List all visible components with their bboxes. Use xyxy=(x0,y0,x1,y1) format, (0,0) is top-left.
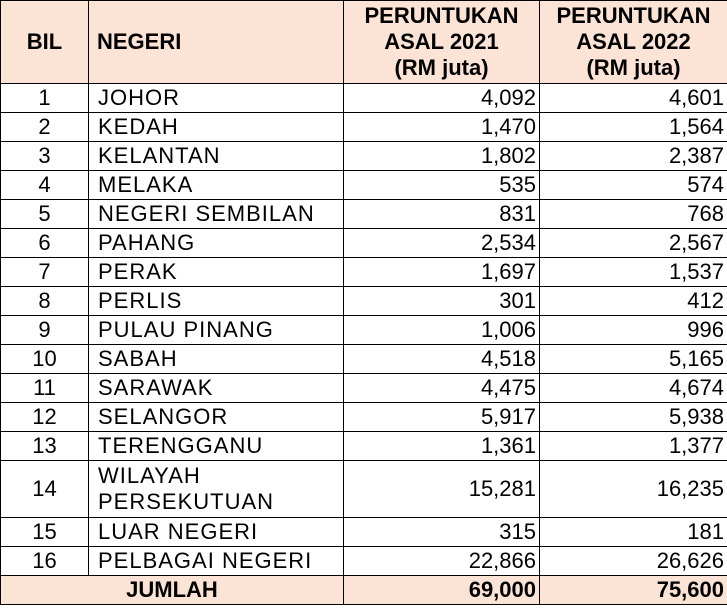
cell-bil: 4 xyxy=(1,171,89,200)
cell-negeri: SELANGOR xyxy=(89,403,344,432)
cell-negeri: MELAKA xyxy=(89,171,344,200)
table-row xyxy=(1,171,727,200)
header-2021-line-3: (RM juta) xyxy=(394,55,489,80)
header-2022-line-2: ASAL 2022 xyxy=(576,29,691,54)
cell-value-2022: 181 xyxy=(540,518,727,547)
header-peruntukan-2021 xyxy=(344,1,540,84)
table-row xyxy=(1,461,727,518)
cell-bil: 15 xyxy=(1,518,89,547)
cell-negeri: PULAU PINANG xyxy=(89,316,344,345)
table-row xyxy=(1,113,727,142)
cell-value-2022: 5,165 xyxy=(540,345,727,374)
cell-value-2021: 831 xyxy=(344,200,540,229)
cell-bil: 7 xyxy=(1,258,89,287)
table-row xyxy=(1,200,727,229)
cell-negeri: NEGERI SEMBILAN xyxy=(89,200,344,229)
header-2022-line-1: PERUNTUKAN xyxy=(556,3,711,28)
cell-negeri: PERAK xyxy=(89,258,344,287)
cell-negeri: LUAR NEGERI xyxy=(89,518,344,547)
cell-value-2021: 1,802 xyxy=(344,142,540,171)
cell-value-2021: 301 xyxy=(344,287,540,316)
cell-value-2022: 1,564 xyxy=(540,113,727,142)
cell-value-2021: 22,866 xyxy=(344,547,540,576)
cell-negeri xyxy=(89,461,344,518)
table-row xyxy=(1,403,727,432)
cell-value-2022: 1,377 xyxy=(540,432,727,461)
cell-value-2022: 16,235 xyxy=(540,461,727,518)
total-row xyxy=(1,576,727,605)
cell-value-2022: 412 xyxy=(540,287,727,316)
cell-negeri: TERENGGANU xyxy=(89,432,344,461)
table-row xyxy=(1,258,727,287)
cell-negeri: PAHANG xyxy=(89,229,344,258)
cell-value-2022: 996 xyxy=(540,316,727,345)
total-value-2022: 75,600 xyxy=(540,576,727,605)
header-2022-line-3: (RM juta) xyxy=(586,55,681,80)
cell-value-2021: 1,697 xyxy=(344,258,540,287)
cell-value-2021: 5,917 xyxy=(344,403,540,432)
cell-bil: 13 xyxy=(1,432,89,461)
cell-negeri: SABAH xyxy=(89,345,344,374)
total-value-2021: 69,000 xyxy=(344,576,540,605)
cell-negeri-line-1: WILAYAH xyxy=(98,463,201,488)
cell-negeri-line-2: PERSEKUTUAN xyxy=(98,489,275,514)
cell-value-2022: 4,674 xyxy=(540,374,727,403)
cell-bil: 16 xyxy=(1,547,89,576)
table-row xyxy=(1,229,727,258)
cell-negeri: SARAWAK xyxy=(89,374,344,403)
cell-value-2022: 768 xyxy=(540,200,727,229)
header-peruntukan-2022 xyxy=(540,1,727,84)
cell-value-2022: 26,626 xyxy=(540,547,727,576)
header-negeri: NEGERI xyxy=(89,1,344,84)
table-row xyxy=(1,345,727,374)
cell-value-2021: 535 xyxy=(344,171,540,200)
table-row xyxy=(1,84,727,113)
cell-value-2022: 1,537 xyxy=(540,258,727,287)
cell-value-2022: 2,567 xyxy=(540,229,727,258)
cell-negeri: KEDAH xyxy=(89,113,344,142)
cell-bil: 9 xyxy=(1,316,89,345)
table-row xyxy=(1,432,727,461)
table-row xyxy=(1,547,727,576)
table-row xyxy=(1,316,727,345)
cell-negeri: KELANTAN xyxy=(89,142,344,171)
cell-bil: 12 xyxy=(1,403,89,432)
cell-bil: 1 xyxy=(1,84,89,113)
table-row xyxy=(1,374,727,403)
cell-value-2022: 2,387 xyxy=(540,142,727,171)
table-row xyxy=(1,518,727,547)
cell-value-2021: 4,518 xyxy=(344,345,540,374)
cell-bil: 8 xyxy=(1,287,89,316)
cell-bil: 11 xyxy=(1,374,89,403)
cell-value-2021: 4,092 xyxy=(344,84,540,113)
cell-value-2021: 1,361 xyxy=(344,432,540,461)
header-row xyxy=(1,1,727,84)
header-2021-line-2: ASAL 2021 xyxy=(384,29,499,54)
table-row xyxy=(1,142,727,171)
cell-bil: 3 xyxy=(1,142,89,171)
cell-value-2022: 574 xyxy=(540,171,727,200)
cell-bil: 10 xyxy=(1,345,89,374)
cell-value-2021: 1,006 xyxy=(344,316,540,345)
cell-value-2021: 2,534 xyxy=(344,229,540,258)
header-2021-line-1: PERUNTUKAN xyxy=(364,3,519,28)
cell-value-2021: 15,281 xyxy=(344,461,540,518)
cell-value-2021: 315 xyxy=(344,518,540,547)
cell-value-2022: 5,938 xyxy=(540,403,727,432)
cell-bil: 2 xyxy=(1,113,89,142)
table-row xyxy=(1,287,727,316)
cell-value-2021: 1,470 xyxy=(344,113,540,142)
cell-bil: 14 xyxy=(1,461,89,518)
cell-value-2021: 4,475 xyxy=(344,374,540,403)
cell-negeri: PELBAGAI NEGERI xyxy=(89,547,344,576)
cell-negeri: JOHOR xyxy=(89,84,344,113)
total-label: JUMLAH xyxy=(1,576,344,605)
cell-negeri: PERLIS xyxy=(89,287,344,316)
cell-bil: 5 xyxy=(1,200,89,229)
cell-bil: 6 xyxy=(1,229,89,258)
cell-value-2022: 4,601 xyxy=(540,84,727,113)
header-bil: BIL xyxy=(1,1,89,84)
